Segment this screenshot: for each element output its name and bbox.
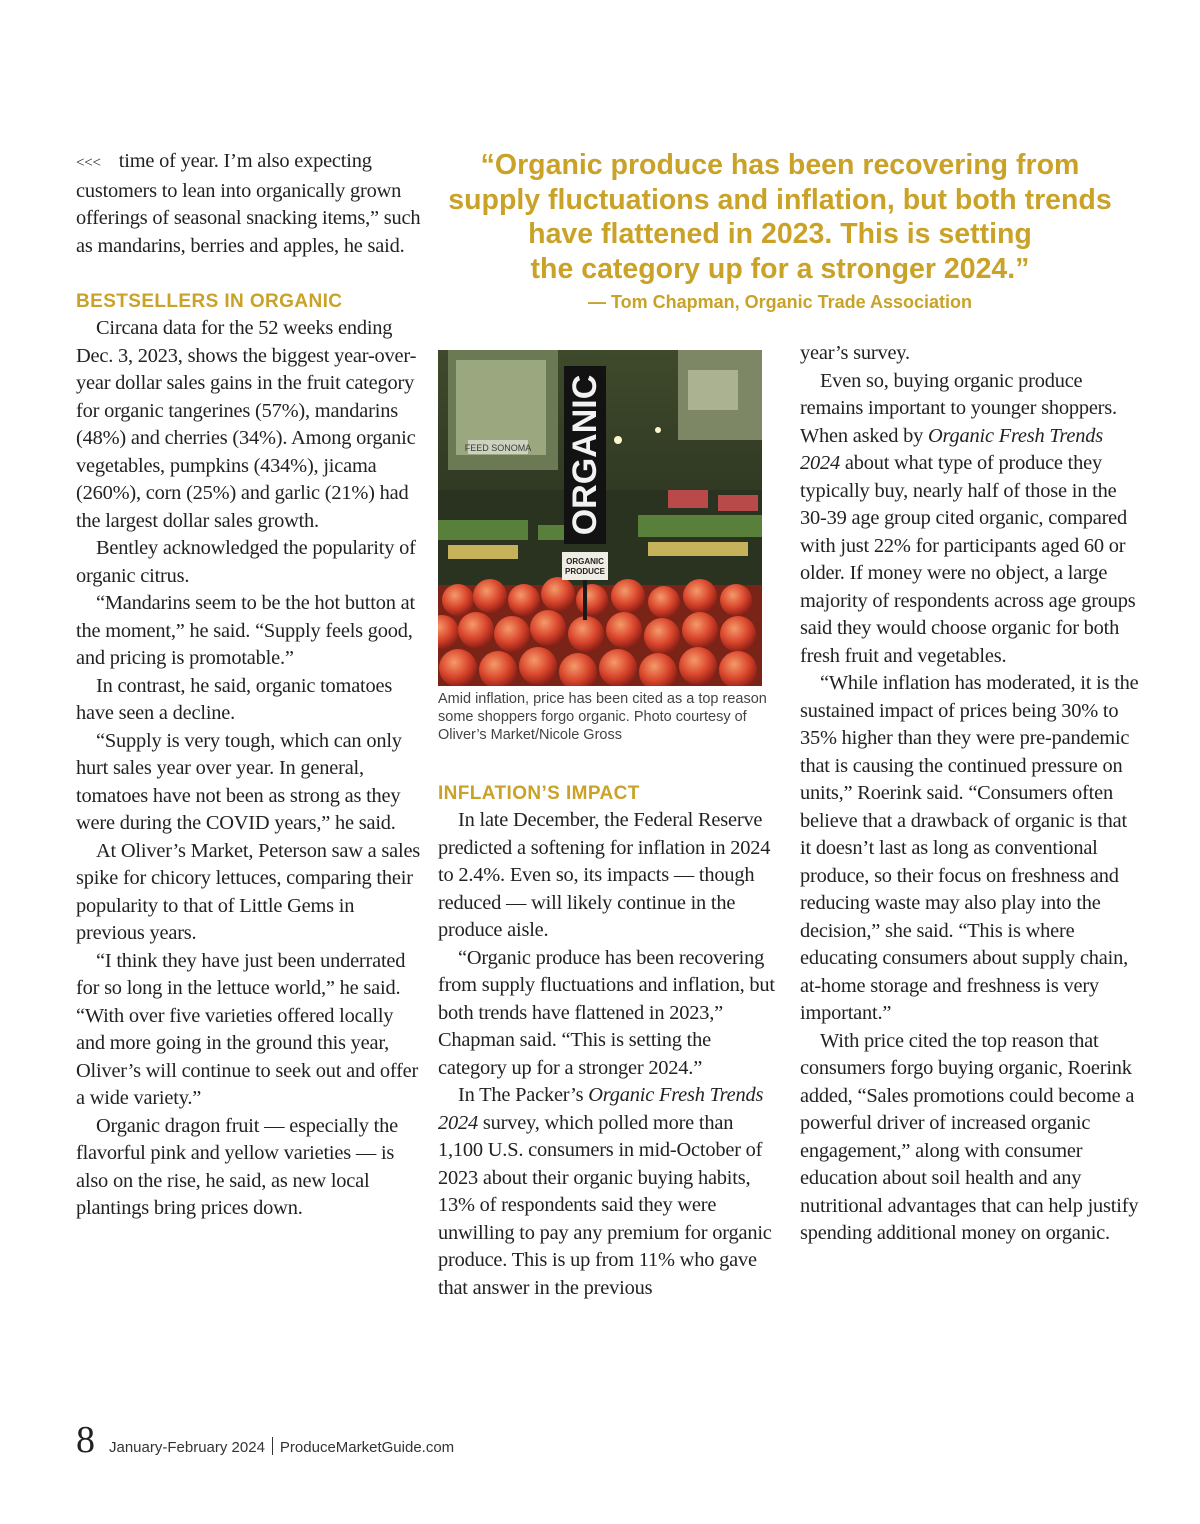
paragraph: “While inflation has moderated, it is the sustained impact of prices being 30% to 35% higher than they were pre-pandemic that is causing the continued pressure on units,” Roerink said. “Consumers often believe that a drawback of organic is that it doesn’t last as long as conventional produce, so their focus on freshness and reducing waste may also play into the decision,” she said. “This is where educating consumers about supply chain, at-home storage and freshness is very important.” — [800, 672, 1139, 1024]
website-url: ProduceMarketGuide.com — [279, 1439, 455, 1456]
publication-title: Organic Fresh Trends 2024 — [438, 1084, 764, 1134]
issue-date: January-February 2024 — [109, 1439, 265, 1456]
paragraph: “Organic produce has been recovering from supply fluctuations and inflation, but both trends have flattened in 2023,” Chapman said. “This is setting the category up for a stronger 2024.” — [438, 946, 775, 1079]
pull-quote — [430, 148, 1130, 286]
paragraph-text: time of year. I’m also expecting customers to lean into organically grown offerings of seasonal snacking items,” such as mandarins, berries and apples, he said. — [76, 150, 421, 257]
paragraph: With price cited the top reason that consumers forgo buying organic, Roerink added, “Sales promotions could become a powerful driver of increased organic engagement,” along with consumer education about soil health and any nutritional advantages that can help justify spending additional money on organic. — [800, 1029, 1139, 1244]
paragraph: In contrast, he said, organic tomatoes have seen a decline. — [76, 674, 393, 724]
paragraph: year’s survey. — [800, 342, 910, 364]
pull-quote-attribution: — Tom Chapman, Organic Trade Association — [587, 292, 973, 312]
paragraph — [800, 368, 1140, 671]
paragraph — [438, 1082, 778, 1302]
paragraph-text: Even so, buying organic produce remains important to younger shoppers. When asked by — [800, 369, 1117, 447]
paragraph: “I think they have just been underrated for so long in the lettuce world,” he said. “With over five varieties offered locally and more going in the ground this year, Oliver’s will continue to seek out and offer a wide variety.” — [76, 949, 419, 1109]
article-column-3 — [800, 340, 1140, 1248]
paragraph: Organic dragon fruit — especially the flavorful pink and yellow varieties — is also on the rise, he said, as new local plantings bring prices down. — [76, 1114, 398, 1219]
paragraph: At Oliver’s Market, Peterson saw a sales spike for chicory lettuces, comparing their popularity to that of Little Gems in previous years. — [76, 839, 421, 944]
organic-sign-text: ORGANIC — [566, 374, 604, 536]
paragraph-text: survey, which polled more than 1,100 U.S. consumers in mid-October of 2023 about their organic buying habits, 13% of respondents said they were unwilling to pay any premium for organic produce. This is up from 11% who gave that answer in the previous — [438, 1111, 772, 1299]
paragraph-text: In The Packer’s — [458, 1084, 589, 1106]
page-footer — [76, 1418, 454, 1462]
article-column-1 — [76, 148, 421, 1223]
continued-from-marker: <<< — [76, 155, 101, 171]
store-sign-text: FEED SONOMA — [464, 443, 532, 453]
pull-quote-line: “Organic produce has been recovering from — [480, 149, 1080, 181]
organic-produce-photo — [438, 350, 762, 686]
paragraph: “Mandarins seem to be the hot button at the moment,” he said. “Supply feels good, and pricing is promotable.” — [76, 592, 415, 669]
paragraph-text: about what type of produce they typically buy, nearly half of those in the 30-39 age group cited organic, compared with just 22% for participants aged 60 or older. If money were no object, a large majority of respondents across age groups said they would choose organic for both fresh fruit and vegetables. — [800, 452, 1136, 667]
footer-divider — [272, 1437, 273, 1455]
pull-quote-line: have flattened in 2023. This is setting — [528, 218, 1032, 250]
paragraph: “Supply is very tough, which can only hurt sales year over year. In general, tomatoes have not been as strong as they were during the COVID years,” he said. — [76, 729, 402, 834]
pull-quote-line: the category up for a stronger 2024.” — [530, 252, 1030, 285]
paragraph: Bentley acknowledged the popularity of organic citrus. — [76, 537, 416, 587]
article-column-2 — [438, 780, 778, 1302]
organic-tag-text: ORGANIC — [566, 557, 604, 566]
photo-caption: Amid inflation, price has been cited as a top reason some shoppers forgo organic. Photo courtesy of Oliver’s Market/Nicole Gross — [438, 691, 767, 743]
pull-quote-line: supply fluctuations and inflation, but both trends — [448, 183, 1112, 216]
page-number: 8 — [76, 1419, 95, 1461]
paragraph: Circana data for the 52 weeks ending Dec. 3, 2023, shows the biggest year-over-year dollar sales gains in the fruit category for organic tangerines (57%), mandarins (48%) and cherries (34%). Among organic vegetables, pumpkins (434%), jicama (260%), corn (25%) and garlic (21%) had the largest dollar sales growth. — [76, 317, 417, 532]
section-subhead: BESTSELLERS IN ORGANIC — [76, 291, 343, 312]
publication-title: Organic Fresh Trends 2024 — [800, 424, 1103, 474]
paragraph: In late December, the Federal Reserve predicted a softening for inflation in 2024 to 2.4%. Even so, its impacts — though reduced — will likely continue in the produce aisle. — [438, 809, 771, 941]
continued-paragraph — [76, 148, 421, 260]
section-subhead: INFLATION’S IMPACT — [438, 783, 640, 804]
produce-tag-text: PRODUCE — [564, 567, 606, 576]
